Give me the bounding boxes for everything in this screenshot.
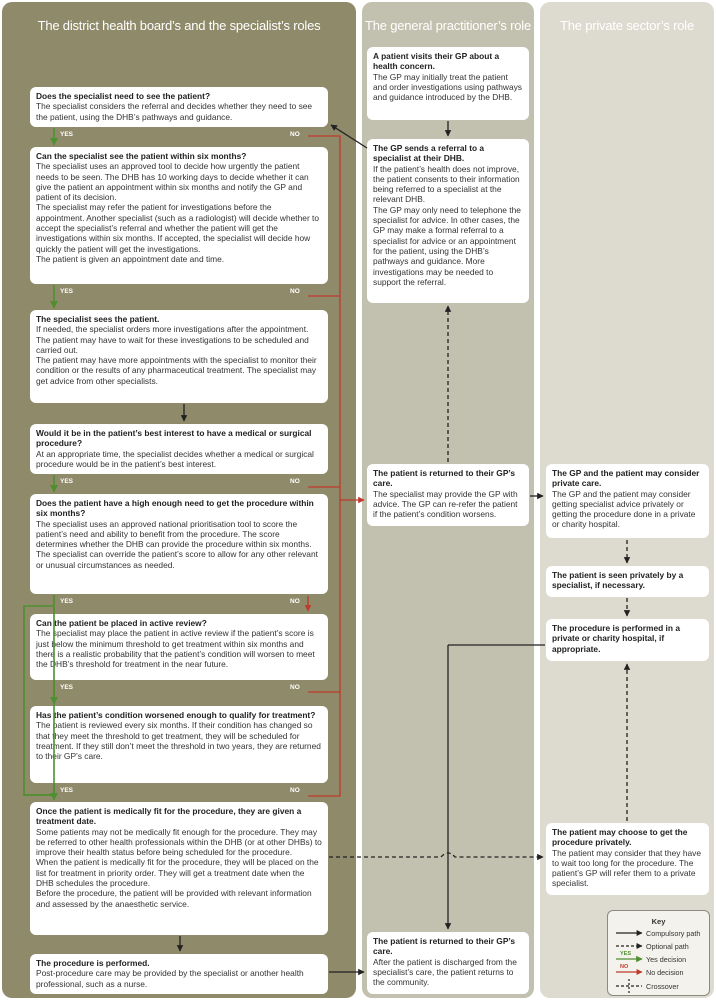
box-heading: The patient is seen privately by a specialist, if necessary. (552, 570, 684, 591)
box-body-text: After the patient is discharged from the specialist’s care, the patient returns to the community. (373, 956, 517, 988)
legend-title: Key (651, 917, 666, 926)
no-paths (308, 136, 364, 796)
compulsory-paths (180, 121, 545, 972)
box-body-text: The patient is reviewed every six months. If their condition has changed so that they meet the threshold to get treatment, they will be scheduled for treatment. If they still don’t meet the threshold in two years, they are returned to their GP’s care. (36, 720, 321, 762)
legend-no-tag: NO (620, 964, 629, 970)
box-heading: Does the patient have a high enough need to get the procedure within six months? (36, 498, 314, 519)
box-body-text: The patient may have more appointments with the specialist to monitor their condition or the results of any pharmaceutical treatment. The specialist may get advice from other specialists. (36, 355, 317, 386)
legend-item-compulsory: Compulsory path (646, 929, 701, 938)
box-body-text: The patient is given an appointment date and time. (36, 253, 225, 264)
optional-paths (329, 306, 627, 857)
private-lane-title: The private sector’s role (560, 18, 694, 33)
box-body-text: Some patients may not be medically fit enough for the procedure. They may be referred to other health professionals within the DHB (or at other DHBs) to improve their health status before being scheduled for the procedure. (36, 826, 322, 858)
box-heading: The patient may choose to get the procedure privately. (552, 827, 688, 848)
yes-label: YES (60, 787, 74, 794)
yes-label: YES (60, 288, 74, 295)
box-heading: The patient is returned to their GP’s care. (373, 936, 516, 957)
legend-item-optional: Optional path (646, 942, 689, 951)
yes-label: YES (60, 478, 74, 485)
box-body-text: At an appropriate time, the specialist decides whether a medical or surgical procedure would be in the patient’s best interest. (36, 448, 314, 469)
box-body-text: The specialist may refer the patient for investigations before the appointment. Another specialist (such as a radiologist) will decide whether to accept the specialist’s referral and whether the patient will get the investigations within six months. If accepted, the specialist will decide how quickly the patient will get the investigations. (36, 202, 320, 254)
legend-item-crossover: Crossover (646, 982, 679, 991)
box-heading: Does the specialist need to see the patient? (36, 91, 211, 101)
box-heading: Can the patient be placed in active review? (36, 618, 207, 628)
box-body-text: The specialist may provide the GP with advice. The GP can re-refer the patient if the patient’s condition worsens. (373, 488, 518, 520)
box-body-text: If needed, the specialist orders more investigations after the appointment. The patient may have to wait for these investigations to be scheduled and carried out. (36, 324, 309, 355)
box-body-text: The GP may only need to telephone the specialist for advice. In other cases, the GP may make a formal referral to a specialist for advice or an appointment for the patient, using the DHB’s pathways and guidance. More investigations may be needed to support the referral. (373, 204, 521, 287)
gp-lane-title: The general practitioner’s role (364, 18, 532, 33)
box-heading: The patient is returned to their GP’s care. (373, 468, 516, 489)
box-heading: Can the specialist see the patient within six months? (36, 151, 247, 161)
box-body-text: The specialist uses an approved national prioritisation tool to score the patient’s need and ability to benefit from the procedure. The score determines whether the DHB can provide the procedure within six months. (36, 518, 312, 550)
no-need-to-see (308, 136, 364, 500)
box-body-text: The GP may initially treat the patient and order investigations using pathways and guidance introduced by the DHB. (373, 71, 522, 103)
yes-high-need-line (24, 595, 54, 795)
dhb-lane-title: The district health board’s and the specialist’s roles (37, 18, 321, 33)
box-body-text: The specialist may place the patient in active review if the patient’s score is just below the minimum threshold to get treatment within six months and there is a realistic probability that the patient’s condition will worsen to meet the DHB’s threshold for treatment in the near future. (36, 628, 315, 670)
no-label: NO (290, 787, 300, 794)
yes-label: YES (60, 684, 74, 691)
box-body-text: The patient may consider that they have to wait too long for the procedure. The patient’s GP will refer them to a private specialist. (552, 847, 701, 889)
box-body-text: Post-procedure care may be provided by the specialist or another health professional, such as a nurse. (36, 968, 304, 989)
yes-paths (24, 128, 54, 800)
box-heading: The specialist sees the patient. (36, 314, 160, 324)
box-body-text: Before the procedure, the patient will be provided with relevant information and assessed by the anaesthetic service. (36, 888, 312, 909)
box-heading: The procedure is performed. (36, 958, 150, 968)
box-heading: Has the patient’s condition worsened enough to qualify for treatment? (36, 710, 316, 720)
legend-yes-tag: YES (620, 951, 632, 957)
box-heading: The procedure is performed in a private or charity hospital, if appropriate. (552, 623, 680, 654)
no-label: NO (290, 598, 300, 605)
legend-item-yes: Yes decision (646, 955, 687, 964)
arrow-fit-to-choose-private (329, 853, 543, 857)
legend-item-no: No decision (646, 968, 684, 977)
yes-label: YES (60, 598, 74, 605)
box-heading: Once the patient is medically fit for the procedure, they are given a treatment date. (36, 806, 302, 827)
box-body-text: The specialist can override the patient’s score to allow for any other relevant or unusual circumstances as needed. (36, 549, 318, 570)
box-heading: Would it be in the patient’s best interest to have a medical or surgical procedure? (36, 428, 312, 449)
box-heading: The GP sends a referral to a specialist at their DHB. (373, 143, 485, 164)
box-heading: The GP and the patient may consider private care. (552, 468, 700, 489)
yes-label: YES (60, 131, 74, 138)
yes-high-need-bypass (24, 606, 54, 795)
no-label: NO (290, 131, 300, 138)
box-body-text: The specialist considers the referral and decides whether they need to see the patient, using the DHB’s pathways and guidance. (36, 101, 313, 122)
box-body-text: The specialist uses an approved tool to decide how urgently the patient needs to be seen. The DHB has 10 working days to decide whether it can give the patient an appointment within six months and notify the GP and patient of its decision. (36, 161, 309, 203)
no-label: NO (290, 478, 300, 485)
no-active-review (308, 500, 340, 692)
box-body-text: If the patient’s health does not improve, the patient consents to their information being referred to a specialist at the relevant DHB. (373, 163, 520, 205)
no-worsened (308, 692, 340, 796)
box-body-text: When the patient is medically fit for the procedure, they will be placed on the list for treatment in priority order. They will get a treatment date when the DHB schedules the procedure. (36, 857, 319, 889)
box-heading: A patient visits their GP about a health concern. (373, 51, 500, 72)
no-label: NO (290, 684, 300, 691)
box-body-text: The GP and the patient may consider getting specialist advice privately or getting the procedure done in a private or charity hospital. (552, 488, 696, 530)
legend-key (607, 910, 710, 996)
no-label: NO (290, 288, 300, 295)
